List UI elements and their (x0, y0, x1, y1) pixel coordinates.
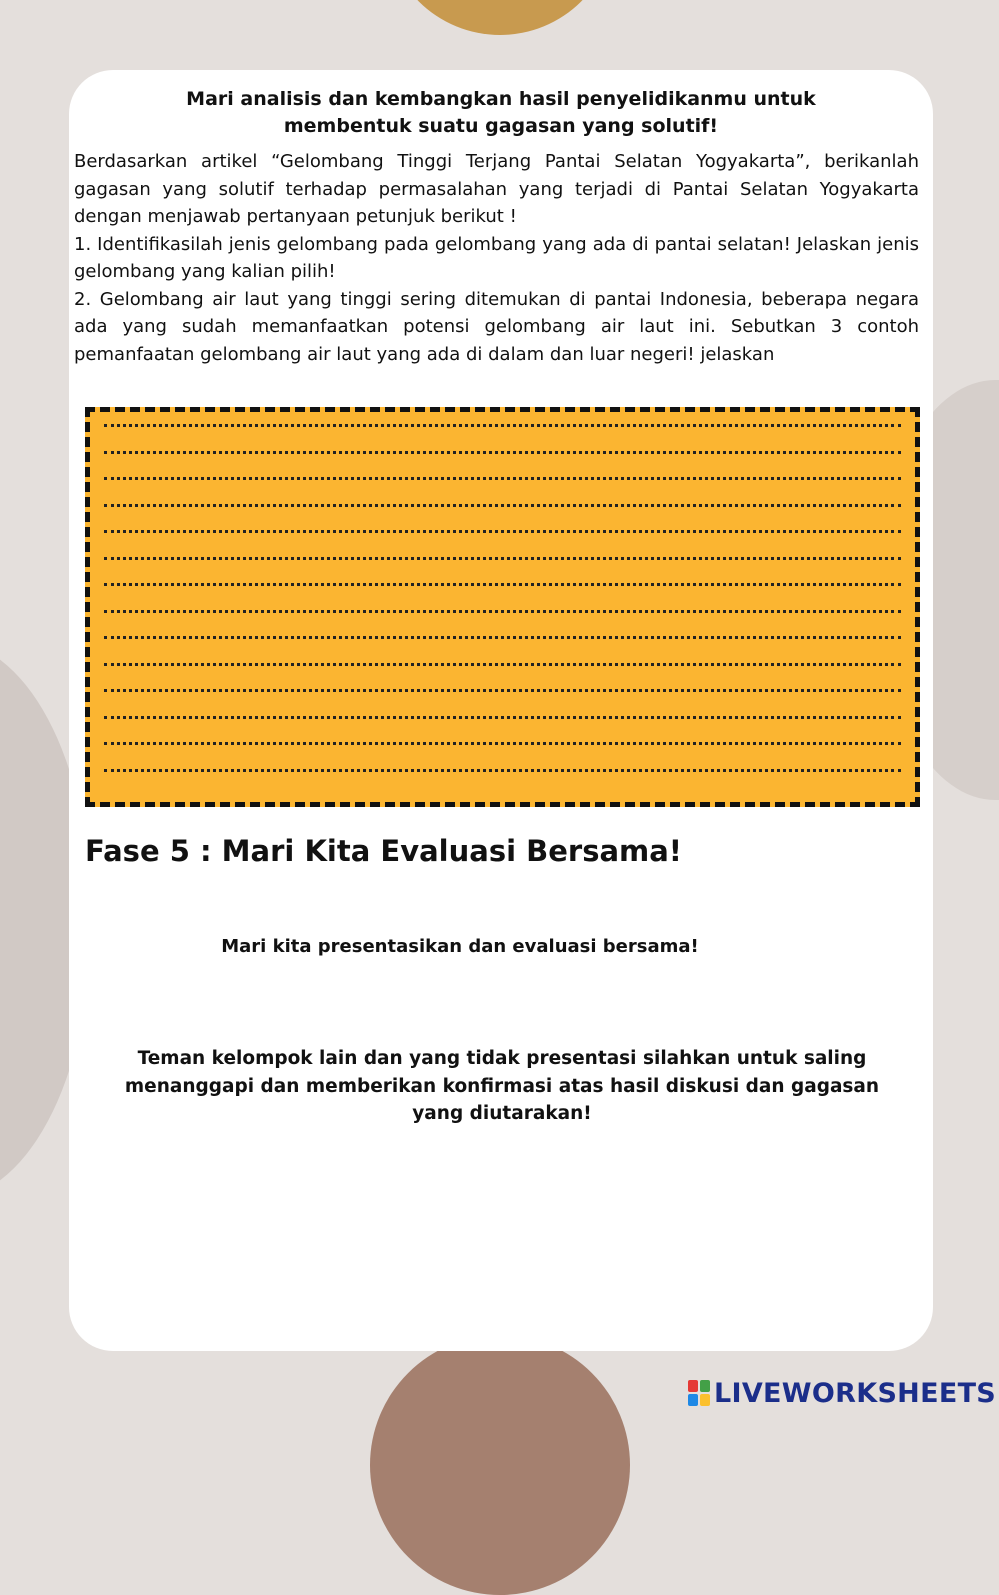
dotted-writing-line (104, 742, 901, 745)
logo-text: LIVEWORKSHEETS (714, 1377, 997, 1409)
dotted-writing-line (104, 530, 901, 533)
liveworksheets-logo-icon (688, 1380, 710, 1406)
dotted-writing-line (104, 583, 901, 586)
dotted-writing-line (104, 689, 901, 692)
answer-textbox[interactable] (85, 407, 920, 807)
section-heading (69, 86, 933, 140)
presentation-instruction: Mari kita presentasikan dan evaluasi bersama! (221, 936, 699, 957)
dotted-writing-line (104, 451, 901, 454)
heading-line-2: membentuk suatu gagasan yang solutif! (283, 115, 719, 137)
decorative-circle-bottom (370, 1335, 630, 1595)
question-2: 2. Gelombang air laut yang tinggi sering ditemukan di pantai Indonesia, beberapa negara ada yang sudah memanfaatkan potensi gelombang air laut ini. Sebutkan 3 contoh pemanfaatan gelombang air laut yang ada di dalam dan luar negeri! jelaskan (74, 288, 919, 365)
dotted-writing-line (104, 610, 901, 613)
dotted-writing-line (104, 477, 901, 480)
dotted-writing-line (104, 504, 901, 507)
response-line-3: yang diutarakan! (412, 1103, 592, 1124)
instructions (74, 148, 919, 368)
response-line-1: Teman kelompok lain dan yang tidak presentasi silahkan untuk saling (137, 1048, 867, 1069)
response-line-2: menanggapi dan memberikan konfirmasi atas hasil diskusi dan gagasan (124, 1075, 880, 1097)
dotted-writing-line (104, 557, 901, 560)
worksheet-card (69, 70, 933, 1351)
dotted-writing-line (104, 424, 901, 427)
dotted-writing-line (104, 769, 901, 772)
question-1: 1. Identifikasilah jenis gelombang pada gelombang yang ada di pantai selatan! Jelaskan jenis gelombang yang kalian pilih! (74, 233, 919, 282)
dotted-writing-line (104, 716, 901, 719)
instruction-paragraph: Berdasarkan artikel “Gelombang Tinggi Terjang Pantai Selatan Yogyakarta”, berikanlah gagasan yang solutif terhadap permasalahan yang terjadi di Pantai Selatan Yogyakarta dengan menjawab pertanyaan petunjuk berikut ! (74, 151, 919, 227)
response-instruction (109, 1045, 895, 1128)
liveworksheets-logo (688, 1373, 996, 1413)
decorative-circle-top (385, 0, 615, 35)
dotted-writing-line (104, 663, 901, 666)
heading-line-1: Mari analisis dan kembangkan hasil penyelidikanmu untuk (186, 88, 816, 110)
dotted-writing-line (104, 636, 901, 639)
phase-title: Fase 5 : Mari Kita Evaluasi Bersama! (85, 834, 683, 868)
